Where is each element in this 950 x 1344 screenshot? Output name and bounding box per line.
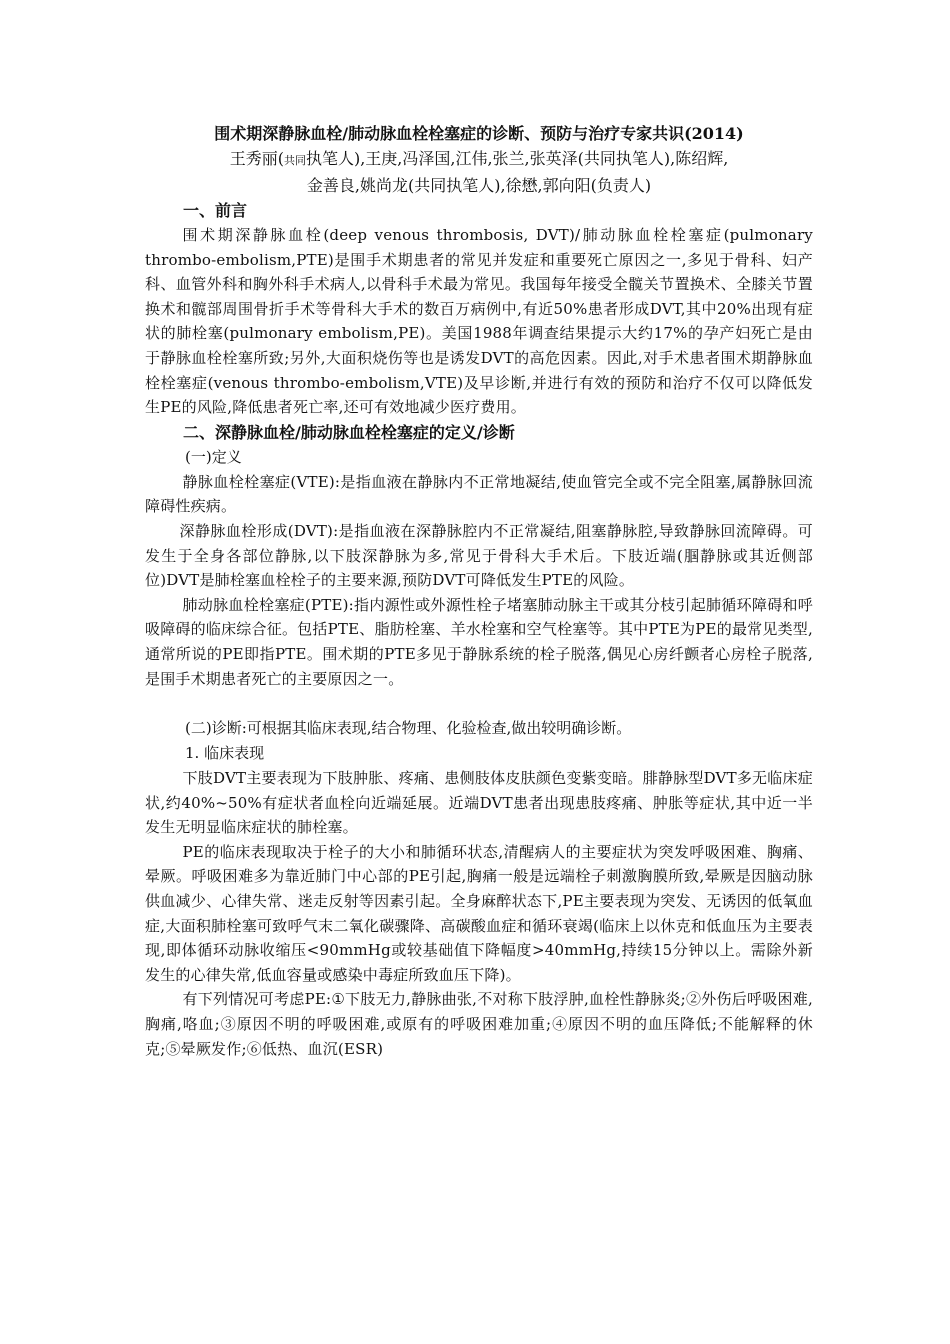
subheading-definition: (一)定义 <box>185 447 242 466</box>
author-line-2: 金善良,姚尚龙(共同执笔人),徐懋,郭向阳(负责人) <box>306 176 652 195</box>
paragraph-dvt-definition: 深静脉血栓形成(DVT):是指血液在深静脉腔内不正常凝结,阻塞静脉腔,导致静脉回流障碍。可发生于全身各部位静脉,以下肢深静脉为多,常见于骨科大手术后。下肢近端(腘静脉或其近侧部位)DVT是肺栓塞血栓栓子的主要来源,预防DVT可降低发生PTE的风险。 <box>145 521 813 590</box>
paragraph-pte-definition: 肺动脉血栓栓塞症(PTE):指内源性或外源性栓子堵塞肺动脉主干或其分枝引起肺循环障碍和呼吸障碍的临床综合征。包括PTE、脂肪栓塞、羊水栓塞和空气栓塞等。其中PTE为PE的最常见类型,通常所说的PE即指PTE。围术期的PTE多见于静脉系统的栓子脱落,偶见心房纤颤者心房栓子脱落,是围手术期患者死亡的主要原因之一。 <box>145 595 813 688</box>
author-text-1b: 执笔人),王庚,冯泽国,江伟,张兰,张英泽(共同执笔人),陈绍辉, <box>305 149 729 168</box>
paragraph-pe-symptoms: PE的临床表现取决于栓子的大小和肺循环状态,清醒病人的主要症状为突发呼吸困难、胸痛、晕厥。呼吸困难多为靠近肺门中心部的PE引起,胸痛一般是远端栓子刺激胸膜所致,晕厥是因脑动脉供血减少、心律失常、迷走反射等因素引起。全身麻醉状态下,PE主要表现为突发、无诱因的低氧血症,大面积肺栓塞可致呼气末二氧化碳骤降、高碳酸血症和循环衰竭(临床上以休克和低血压为主要表现,即体循环动脉收缩压<90mmHg或较基础值下降幅度>40mmHg,持续15分钟以上。需除外新发生的心律失常,低血容量或感染中毒症所致血压下降)。 <box>145 842 813 984</box>
subheading-diagnosis: (二)诊断:可根据其临床表现,结合物理、化验检查,做出较明确诊断。 <box>185 719 632 738</box>
paragraph-pe-indicators: 有下列情况可考虑PE:①下肢无力,静脉曲张,不对称下肢浮肿,血栓性静脉炎;②外伤后呼吸困难,胸痛,咯血;③原因不明的呼吸困难,或原有的呼吸困难加重;④原因不明的血压降低;不能解释的休克;⑤晕厥发作;⑥低热、血沉(ESR) <box>145 990 813 1058</box>
section-heading-intro: 一、前言 <box>183 201 248 220</box>
section-heading-definition-diagnosis: 二、深静脉血栓/肺动脉血栓栓塞症的定义/诊断 <box>183 422 515 442</box>
document-page <box>145 122 813 1061</box>
subheading-clinical-manifestation: 1. 临床表现 <box>185 744 265 763</box>
author-text-1a: 王秀丽( <box>229 149 284 168</box>
paragraph-vte-definition: 静脉血栓栓塞症(VTE):是指血液在静脉内不正常地凝结,使血管完全或不完全阻塞,属静脉回流障碍性疾病。 <box>145 472 813 516</box>
document-title: 围术期深静脉血栓/肺动脉血栓栓塞症的诊断、预防与治疗专家共识(2014) <box>214 124 744 143</box>
paragraph-intro: 围术期深静脉血栓(deep venous thrombosis, DVT)/肺动脉血栓栓塞症(pulmonary thrombo-embolism,PTE)是围手术期患者的常见并发症和重要死亡原因之一,多见于骨科、妇产科、血管外科和胸外科手术病人,以骨科手术最为常见。我国每年接受全髋关节置换术、全膝关节置换术和髋部周围骨折手术等骨科大手术的数百万病例中,有近50%患者形成DVT,其中20%出现有症状的肺栓塞(pulmonary embolism,PE)。美国1988年调查结果提示大约17%的孕产妇死亡是由于静脉血栓栓塞所致;另外,大面积烧伤等也是诱发DVT的高危因素。因此,对手术患者围术期静脉血栓栓塞症(venous thrombo-embolism,VTE)及早诊断,并进行有效的预防和治疗不仅可以降低发生PE的风险,降低患者死亡率,还可有效地减少医疗费用。 <box>145 226 813 417</box>
author-text-1-small: 共同 <box>283 154 306 167</box>
paragraph-dvt-symptoms: 下肢DVT主要表现为下肢肿胀、疼痛、患侧肢体皮肤颜色变紫变暗。腓静脉型DVT多无临床症状,约40%~50%有症状者血栓向近端延展。近端DVT患者出现患肢疼痛、肿胀等症状,其中近一半发生无明显临床症状的肺栓塞。 <box>145 769 813 837</box>
author-line-1 <box>145 146 813 173</box>
spacer <box>145 691 813 716</box>
